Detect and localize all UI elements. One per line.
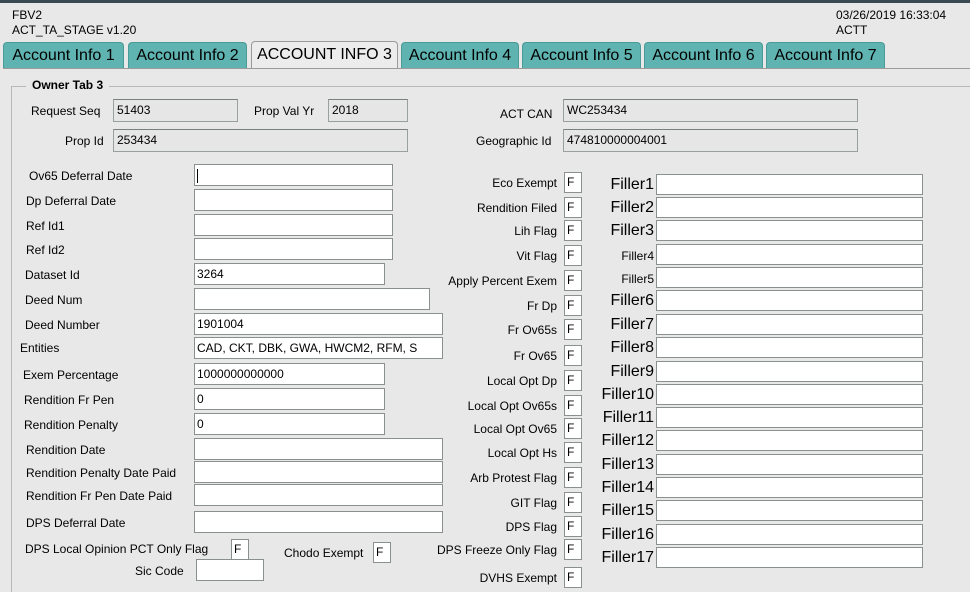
filler10-label: Filler10: [601, 386, 654, 403]
user-name: ACTT: [836, 23, 868, 37]
tab-account-info-5[interactable]: Account Info 5: [522, 42, 641, 69]
filler6-label: Filler6: [610, 292, 654, 309]
ref-id2-label: Ref Id2: [26, 243, 65, 257]
dps-flag-label: DPS Flag: [505, 520, 557, 534]
tab-account-info-1[interactable]: Account Info 1: [3, 42, 124, 69]
eco-exempt-checkbox[interactable]: F: [564, 172, 582, 193]
sic-code-label: Sic Code: [135, 564, 184, 578]
rendition-date-label: Rendition Date: [26, 443, 106, 457]
rendition-fr-pen-date-paid-label: Rendition Fr Pen Date Paid: [26, 489, 173, 503]
filler5-label: Filler5: [621, 272, 654, 286]
filler13-label: Filler13: [601, 456, 654, 473]
form-name: ACT_TA_STAGE v1.20: [12, 23, 137, 37]
vit-flag-checkbox[interactable]: F: [564, 245, 582, 266]
local-opt-hs-label: Local Opt Hs: [487, 446, 557, 460]
window-top-border: [0, 0, 970, 3]
filler11-label: Filler11: [602, 409, 654, 426]
prop-val-yr-label: Prop Val Yr: [254, 104, 315, 118]
tab-account-info-2[interactable]: Account Info 2: [128, 42, 247, 69]
filler17-label: Filler17: [601, 549, 654, 566]
tab-account-info-6[interactable]: Account Info 6: [644, 42, 763, 69]
entities-label: Entities: [20, 341, 60, 355]
fr-ov65-label: Fr Ov65: [513, 349, 557, 363]
dps-deferral-date-input[interactable]: [194, 511, 443, 533]
filler9-input[interactable]: [656, 361, 923, 382]
fr-ov65-checkbox[interactable]: F: [564, 345, 582, 366]
rendition-filed-checkbox[interactable]: F: [564, 197, 582, 218]
local-opt-ov65-label: Local Opt Ov65: [473, 422, 557, 436]
prop-id-field[interactable]: 253434: [113, 129, 408, 152]
filler2-input[interactable]: [656, 197, 923, 218]
vit-flag-label: Vit Flag: [516, 249, 557, 263]
geographic-id-field[interactable]: 474810000004001: [563, 129, 858, 152]
filler15-label: Filler15: [601, 502, 654, 519]
dataset-id-label: Dataset Id: [25, 268, 80, 282]
arb-protest-flag-checkbox[interactable]: F: [564, 467, 582, 488]
local-opt-ov65-checkbox[interactable]: F: [564, 418, 582, 439]
filler14-input[interactable]: [656, 477, 923, 498]
apply-percent-exem-checkbox[interactable]: F: [564, 270, 582, 291]
filler4-label: Filler4: [621, 249, 654, 263]
chodo-exempt-label: Chodo Exempt: [284, 546, 364, 560]
dp-deferral-date-label: Dp Deferral Date: [26, 194, 117, 208]
filler13-input[interactable]: [656, 454, 923, 475]
request-seq-label: Request Seq: [31, 104, 101, 118]
fr-dp-checkbox[interactable]: F: [564, 295, 582, 316]
ov65-deferral-date-label: Ov65 Deferral Date: [29, 169, 133, 183]
chodo-exempt-checkbox[interactable]: F: [373, 542, 391, 563]
filler1-input[interactable]: [656, 174, 923, 195]
apply-percent-exem-label: Apply Percent Exem: [448, 274, 557, 288]
local-opt-dp-checkbox[interactable]: F: [564, 370, 582, 391]
dvhs-exempt-label: DVHS Exempt: [479, 571, 557, 585]
dps-flag-checkbox[interactable]: F: [564, 516, 582, 537]
rendition-fr-pen-date-paid-input[interactable]: [194, 484, 443, 506]
filler6-input[interactable]: [656, 290, 923, 311]
text-cursor: [197, 169, 198, 183]
dps-freeze-only-flag-label: DPS Freeze Only Flag: [436, 543, 557, 557]
deed-num-input[interactable]: [194, 288, 430, 310]
ref-id1-input[interactable]: [194, 214, 393, 236]
arb-protest-flag-label: Arb Protest Flag: [470, 471, 557, 485]
app-code: FBV2: [12, 8, 43, 22]
rendition-fr-pen-input[interactable]: 0: [194, 388, 385, 410]
filler12-label: Filler12: [601, 432, 654, 449]
geographic-id-label: Geographic Id: [476, 134, 552, 148]
dataset-id-input[interactable]: 3264: [194, 263, 385, 285]
dp-deferral-date-input[interactable]: [194, 189, 393, 211]
lih-flag-checkbox[interactable]: F: [564, 220, 582, 241]
exem-percentage-input[interactable]: 1000000000000: [194, 363, 385, 385]
dvhs-exempt-checkbox[interactable]: F: [564, 567, 582, 588]
git-flag-label: GIT Flag: [510, 496, 557, 510]
exem-percentage-label: Exem Percentage: [23, 368, 119, 382]
fr-ov65s-label: Fr Ov65s: [507, 323, 557, 337]
ref-id2-input[interactable]: [194, 238, 393, 260]
filler16-input[interactable]: [656, 524, 923, 545]
filler14-label: Filler14: [601, 479, 654, 496]
filler5-input[interactable]: [656, 267, 923, 288]
rendition-penalty-input[interactable]: 0: [194, 413, 385, 435]
request-seq-field[interactable]: 51403: [113, 99, 238, 122]
filler12-input[interactable]: [656, 430, 923, 451]
rendition-penalty-label: Rendition Penalty: [24, 418, 119, 432]
dps-local-opinion-checkbox[interactable]: F: [231, 539, 249, 560]
deed-number-input[interactable]: 1901004: [194, 313, 443, 335]
act-can-label: ACT CAN: [500, 107, 553, 121]
filler3-input[interactable]: [656, 220, 923, 241]
fr-ov65s-checkbox[interactable]: F: [564, 319, 582, 340]
filler7-input[interactable]: [656, 314, 923, 335]
lih-flag-label: Lih Flag: [514, 224, 557, 238]
rendition-filed-label: Rendition Filed: [476, 201, 557, 215]
ref-id1-label: Ref Id1: [26, 219, 65, 233]
filler9-label: Filler9: [610, 363, 654, 380]
local-opt-dp-label: Local Opt Dp: [486, 374, 557, 388]
prop-val-yr-field[interactable]: 2018: [328, 99, 408, 122]
ov65-deferral-date-input[interactable]: [194, 164, 393, 186]
dps-freeze-only-flag-checkbox[interactable]: F: [564, 539, 582, 560]
filler4-input[interactable]: [656, 244, 923, 265]
deed-num-label: Deed Num: [25, 293, 83, 307]
rendition-date-input[interactable]: [194, 438, 443, 460]
filler15-input[interactable]: [656, 500, 923, 521]
section-title: Owner Tab 3: [26, 78, 109, 92]
filler3-label: Filler3: [610, 222, 654, 239]
sic-code-input[interactable]: [196, 559, 264, 581]
filler1-label: Filler1: [610, 176, 654, 193]
tab-account-info-3[interactable]: ACCOUNT INFO 3: [251, 41, 398, 70]
git-flag-checkbox[interactable]: F: [564, 492, 582, 513]
timestamp: 03/26/2019 16:33:04: [836, 8, 947, 22]
eco-exempt-label: Eco Exempt: [492, 176, 557, 190]
tab-account-info-7[interactable]: Account Info 7: [766, 42, 885, 69]
filler17-input[interactable]: [656, 547, 923, 568]
local-opt-ov65s-checkbox[interactable]: F: [564, 395, 582, 416]
act-can-field[interactable]: WC253434: [563, 99, 858, 122]
filler16-label: Filler16: [601, 526, 654, 543]
entities-input[interactable]: CAD, CKT, DBK, GWA, HWCM2, RFM, S: [194, 337, 443, 359]
fr-dp-label: Fr Dp: [527, 299, 557, 313]
dps-deferral-date-label: DPS Deferral Date: [26, 516, 126, 530]
filler7-label: Filler7: [610, 316, 654, 333]
prop-id-label: Prop Id: [65, 134, 104, 148]
deed-number-label: Deed Number: [25, 318, 100, 332]
rendition-fr-pen-label: Rendition Fr Pen: [24, 393, 115, 407]
tab-account-info-4[interactable]: Account Info 4: [401, 42, 519, 69]
rendition-penalty-date-paid-label: Rendition Penalty Date Paid: [26, 466, 177, 480]
local-opt-ov65s-label: Local Opt Ov65s: [467, 399, 557, 413]
dps-local-opinion-label: DPS Local Opinion PCT Only Flag: [25, 542, 209, 556]
local-opt-hs-checkbox[interactable]: F: [564, 442, 582, 463]
rendition-penalty-date-paid-input[interactable]: [194, 461, 443, 483]
filler2-label: Filler2: [610, 199, 654, 216]
filler8-input[interactable]: [656, 337, 923, 358]
filler8-label: Filler8: [610, 339, 654, 356]
filler10-input[interactable]: [656, 384, 923, 405]
filler11-input[interactable]: [656, 407, 923, 428]
